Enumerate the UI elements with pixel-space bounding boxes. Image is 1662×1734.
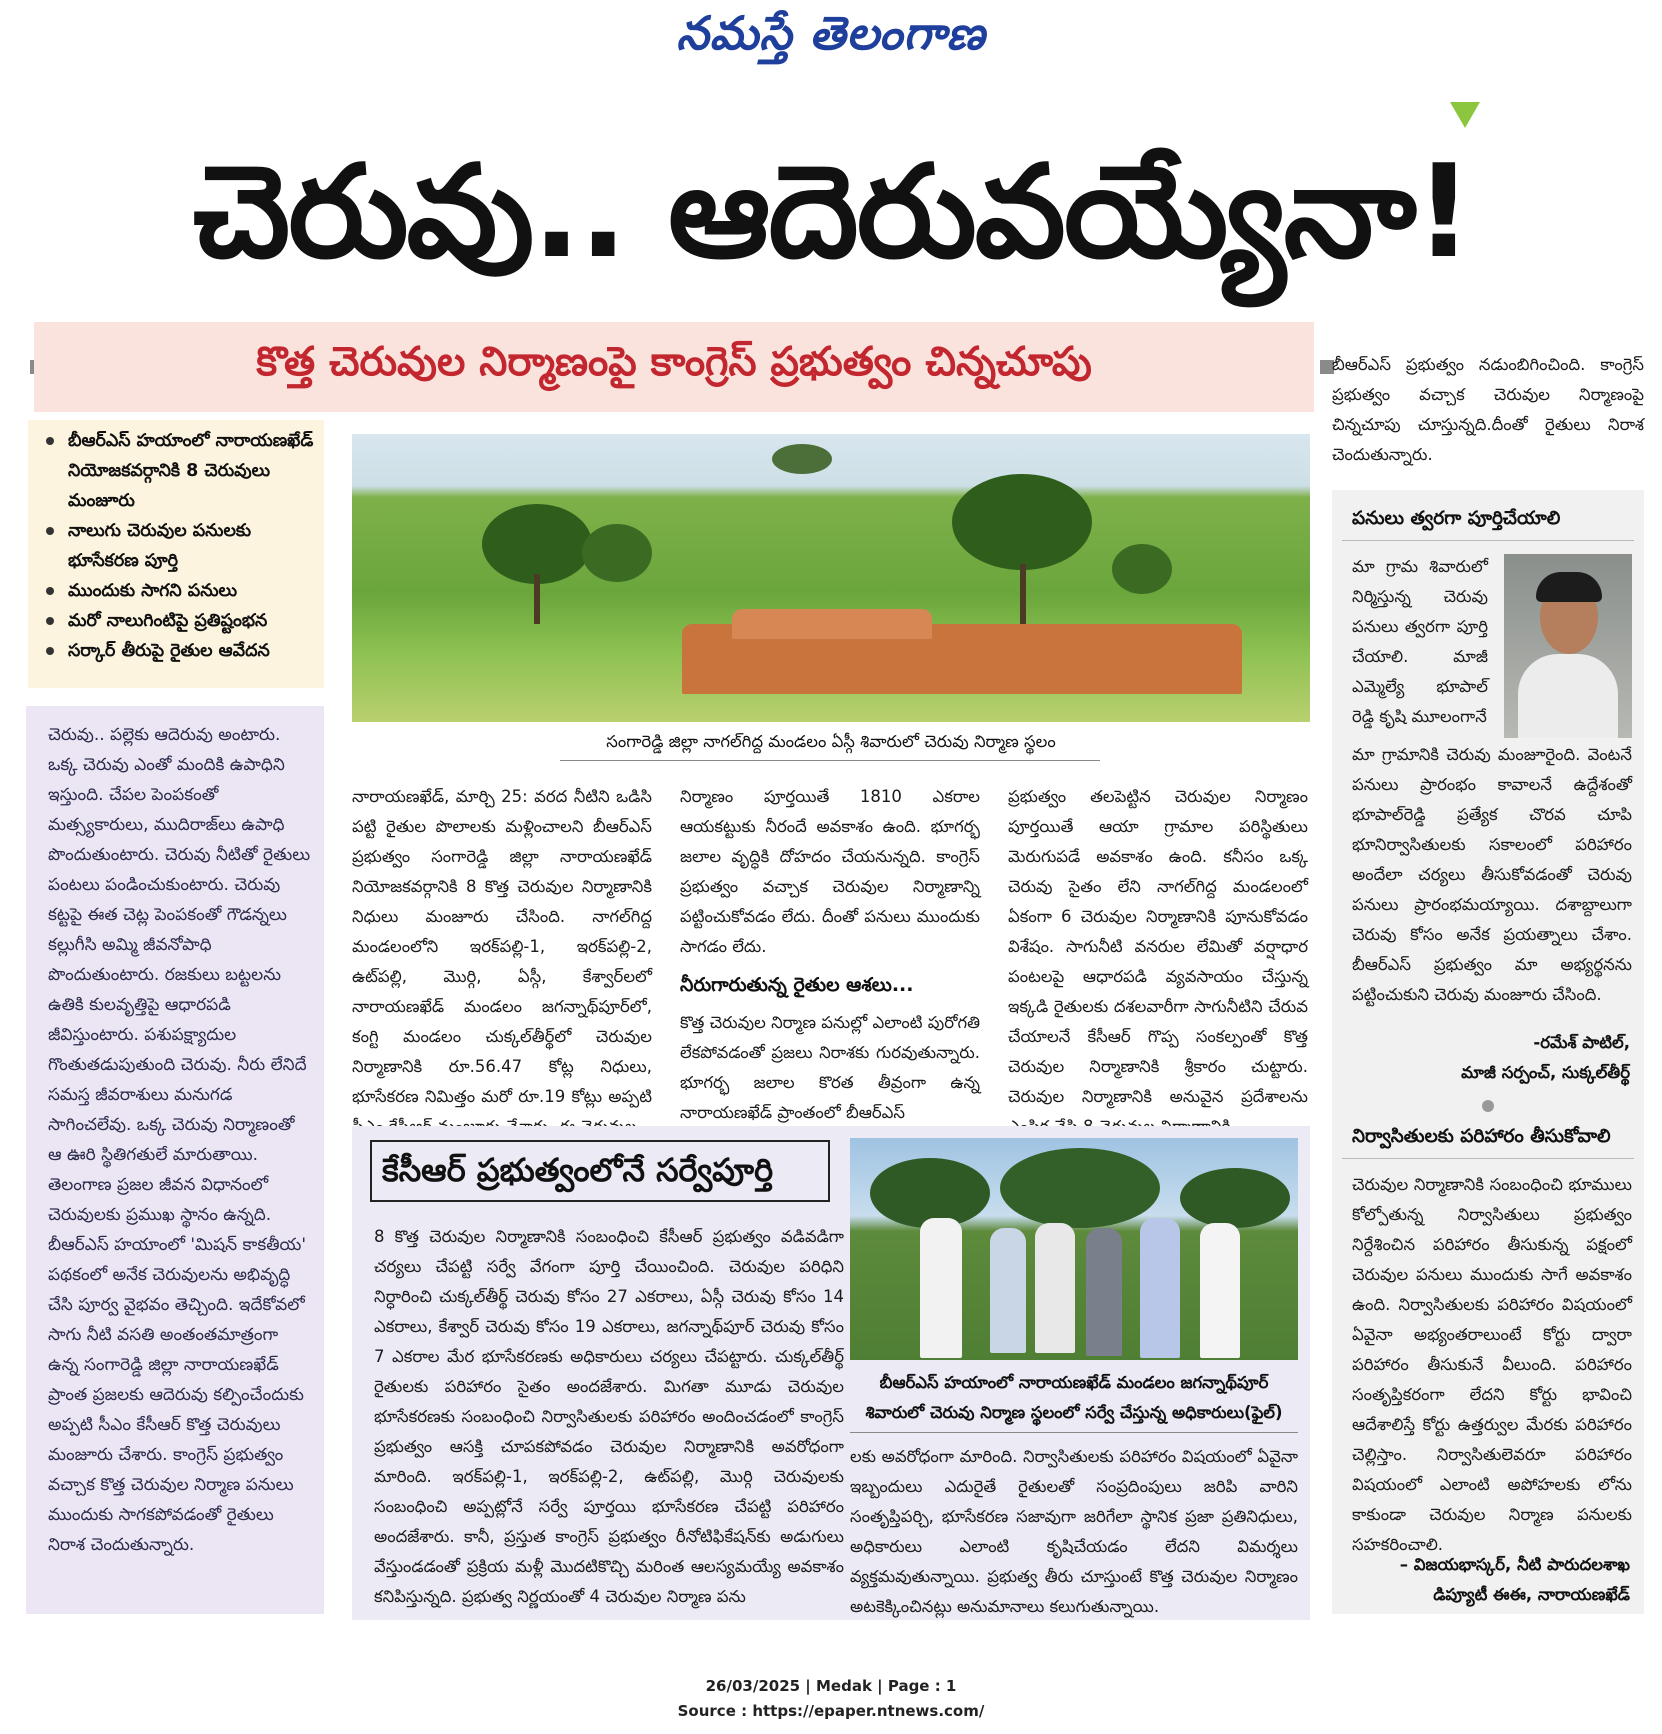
article-column-1: నారాయణఖేడ్, మార్చి 25: వరద నీటిని ఒడిసి పట్టి రైతుల పొలాలకు మళ్లించాలని బీఆర్ఎస్ ప్రభుత్వం సంగారెడ్డి జిల్లా నారాయణఖేడ్ నియోజకవర్గానికి 8 కొత్త చెరువుల నిర్మాణానికి నిధులు మంజూరు చేసింది. నాగల్‌గిద్ద మండలంలోని ఇరక్‌పల్లి-1, ఇరక్‌పల్లి-2, ఉట్‌పల్లి, మొర్గి, ఏస్గీ, కేశ్వార్‌లలో నారాయణఖేడ్ మండలం జగన్నాథ్‌పూర్‌లో, కంగ్టి మండలం చుక్కల్‌తీర్థ్‌లో చెరువుల నిర్మాణానికి రూ.56.47 కోట్ల నిధులు, భూసేకరణ నిమిత్తం మరో రూ.19 కోట్లు అప్పటి — [352, 787, 652, 1106]
quote-1-signature-name: -రమేశ్ పాటిల్, — [1533, 1033, 1630, 1052]
subheadline-banner — [34, 322, 1314, 412]
highlight-item: నాలుగు చెరువుల పనులకు భూసేకరణ పూర్తి — [38, 516, 316, 576]
article-body — [352, 782, 1310, 1122]
separator-dot — [1482, 1100, 1494, 1112]
highlight-item: బీఆర్ఎస్ హయాంలో నారాయణఖేడ్ నియోజకవర్గానికి 8 చెరువులు మంజూరు — [38, 426, 316, 516]
column-2-text-a: నిర్మాణం పూర్తయితే 1810 ఎకరాల ఆయకట్టుకు నీరందే అవకాశం ఉంది. భూగర్భ జలాల వృద్ధికి దోహదం చేయనున్నది. కాంగ్రెస్ ప్రభుత్వం వచ్చాక చెరువుల నిర్మాణాన్ని పట్టించుకోవడం లేదు. దీంతో పనులు ముందుకు సాగడం లేదు. — [680, 787, 980, 956]
quote-2-signature-name: – విజయభాస్కర్, నీటి పారుదలశాఖ — [1399, 1555, 1630, 1574]
quote-1-rule — [1342, 540, 1634, 541]
survey-photo — [850, 1138, 1298, 1360]
survey-box-title: కేసీఆర్ ప్రభుత్వంలోనే సర్వేపూర్తి — [370, 1140, 830, 1202]
quotes-box — [1332, 490, 1644, 1614]
page-footer — [0, 1674, 1662, 1724]
survey-caption-rule — [850, 1432, 1298, 1433]
quote-2-text: చెరువుల నిర్మాణానికి సంబంధించి భూములు కోల్పోతున్న నిర్వాసితులు ప్రభుత్వం నిర్దేశించిన పరిహారం తీసుకున్న పక్షంలో చెరువుల పనులు ముందుకు సాగే అవకాశం ఉంది. నిర్వాసితులకు పరిహారం విషయంలో ఏవైనా అభ్యంతరాలుంటే కోర్టు ద్వారా పరిహారం తీసుకునే వీలుంది. పరిహారం సంతృప్తికరంగా లేదని కోర్టు భావించి ఆదేశాలిస్తే కోర్టు ఉత్తర్వుల మేరకు పరిహారం చెల్లిస్తాం. నిర్వాసితులెవరూ పరిహారం విషయంలో ఎలాంటి అపోహలకు లోను కాకుండా చెరువుల నిర్మాణ పనులకు సహకరించాలి. — [1352, 1175, 1632, 1554]
right-column-top-text: బీఆర్ఎస్ ప్రభుత్వం నడుంబిగించింది. కాంగ్రెస్ ప్రభుత్వం వచ్చాక చెరువుల నిర్మాణంపై చిన్నచూపు చూస్తున్నది.దీంతో రైతులు నిరాశ చెందుతున్నారు. — [1332, 355, 1644, 464]
main-photo — [352, 434, 1310, 722]
column-2-text-b: కొత్త చెరువుల నిర్మాణ పనుల్లో ఎలాంటి పురోగతి లేకపోవడంతో ప్రజలు నిరాశకు గురవుతున్నారు. భూగర్భ జలాల కొరత తీవ్రంగా ఉన్న నారాయణఖేడ్ ప్రాంతంలో బీఆర్ఎస్ — [680, 1013, 980, 1122]
survey-box-right-text: లకు అవరోధంగా మారింది. నిర్వాసితులకు పరిహారం విషయంలో ఏవైనా ఇబ్బందులు ఎదురైతే రైతులతో సంప్రదింపులు జరిపి వారిని సంతృప్తిపర్చి, భూసేకరణ సజావుగా జరిగేలా స్థానిక ప్రజా ప్రతినిధులు, అధికారులు ఎలాంటి కృషిచేయడం లేదని విమర్శలు వ్యక్తమవుతున్నాయి. ప్రభుత్వ తీరు చూస్తుంటే కొత్త చెరువుల నిర్మాణం అటకెక్కించినట్లు అనుమానాలు కలుగుతున్నాయి. — [850, 1447, 1298, 1616]
quote-2-rule — [1342, 1158, 1634, 1159]
highlight-item: మరో నాలుగింటిపై ప్రతిష్టంభన — [38, 606, 316, 636]
quote-1-portrait — [1504, 554, 1632, 738]
headline: చెరువు.. ఆదెరువయ్యేనా! — [193, 138, 1471, 287]
intro-sidebar — [26, 706, 324, 1614]
caption-rule — [560, 760, 1100, 761]
quote-1-text-wide: మా గ్రామానికి చెరువు మంజూరైంది. వెంటనే పనులు ప్రారంభం కావాలనే ఉద్దేశంతో భూపాల్‌రెడ్డి ప్రత్యేక చొరవ చూపి భూనిర్వాసితులకు సకాలంలో పరిహారం అందేలా చర్యలు తీసుకోవడంతో చెరువు పనులు ప్రారంభమయ్యాయి. దశాబ్దాలుగా చెరువు కోసం అనేక ప్రయత్నాలు చేశాం. బీఆర్ఎస్ ప్రభుత్వం మా అభ్యర్థనను పట్టించుకుని చెరువు మంజూరు చేసింది. — [1352, 745, 1632, 1004]
newspaper-masthead: నమస్తే తెలంగాణ — [676, 6, 986, 60]
survey-box — [352, 1126, 1310, 1620]
article-column-2 — [680, 782, 980, 1128]
quote-2-signature-title: డిప్యూటీ ఈఈ, నారాయణఖేడ్ — [1433, 1585, 1630, 1604]
footer-dateline: 26/03/2025 | Medak | Page : 1 — [705, 1677, 957, 1695]
article-column-3: ప్రభుత్వం తలపెట్టిన చెరువుల నిర్మాణం పూర్తయితే ఆయా గ్రామాల పరిస్థితులు మెరుగుపడే అవకాశం ఉంది. కనీసం ఒక్క చెరువు సైతం లేని నాగల్‌గిద్ద మండలంలో ఏకంగా 6 చెరువుల నిర్మాణానికి పూనుకోవడం విశేషం. సాగునీటి వనరుల లేమితో వర్షాధార పంటలపై ఆధారపడి వ్యవసాయం చేస్తున్న ఇక్కడి రైతులకు దశలవారీగా సాగునీటిని చేరువ చేయాలనే కేసీఆర్ గొప్ప సంకల్పంతో కొత్త చెరువుల నిర్మాణానికి శ్రీకారం చుట్టారు. చెరువుల నిర్మాణానికి అనువైన ప్రదేశాలను — [1008, 787, 1308, 1106]
quote-1-signature-title: మాజీ సర్పంచ్, సుక్కల్‌తీర్థ్ — [1461, 1063, 1630, 1082]
main-photo-caption: సంగారెడ్డి జిల్లా నాగల్‌గిద్ద మండలం ఏస్గీ శివారులో చెరువు నిర్మాణ స్థలం — [606, 732, 1056, 751]
quote-1-text-narrow: మా గ్రామ శివారులో నిర్మిస్తున్న చెరువు పనులు త్వరగా పూర్తి చేయాలి. మాజీ ఎమ్మెల్యే భూపాల్ రెడ్డి కృషి మూలంగానే — [1352, 557, 1488, 726]
survey-photo-caption: బీఆర్ఎస్ హయాంలో నారాయణఖేడ్ మండలం జగన్నాథ్‌పూర్ శివారులో చెరువు నిర్మాణ స్థలంలో సర్వే చేస్తున్న అధికారులు(ఫైల్) — [865, 1373, 1283, 1422]
highlight-item: సర్కార్ తీరుపై రైతుల ఆవేదన — [38, 636, 316, 666]
quote-2-heading: నిర్వాసితులకు పరిహారం తీసుకోవాలి — [1352, 1126, 1611, 1147]
footer-source: Source : https://epaper.ntnews.com/ — [677, 1702, 985, 1720]
survey-box-text: 8 కొత్త చెరువుల నిర్మాణానికి సంబంధించి కేసీఆర్ ప్రభుత్వం వడివడిగా చర్యలు చేపట్టి సర్వే వేగంగా పూర్తి చేయించింది. చెరువుల పరిధిని నిర్ధారించి చుక్కల్‌తీర్థ్ చెరువు కోసం 27 ఎకరాలు, ఏస్గీ చెరువు కోసం 14 ఎకరాలు, కేశ్వార్ చెరువు కోసం 19 ఎకరాలు, జగన్నాథ్‌పూర్ చెరువు కోసం 7 ఎకరాల మేర భూసేకరణకు అధికారులు చర్యలు చేపట్టారు. చుక్కల్‌తీర్థ్ రైతులకు పరిహారం సైతం అందజేశారు. మిగతా మూడు చెరువుల భూసేకరణకు సంబంధించి నిర్వాసితులకు పరిహారం అందించడంలో కాంగ్రెస్ ప్రభుత్వం ఆసక్తి చూపకపోవడం చెరువుల నిర్మాణానికి అవరోధంగా మారింది. ఇరక్‌పల్లి-1, ఇరక్‌పల్లి-2, ఉట్‌పల్లి, మొర్గి చెరువులకు సంబంధించి అప్పట్లోనే సర్వే పూర్తయి భూసేకరణ చేపట్టి పరిహారం అందజేశారు. కానీ, ప్రస్తుత కాంగ్రెస్ ప్రభుత్వం రీనోటిఫికేషన్‌కు అడుగులు వేస్తుండడంతో ప్రక్రియ మళ్లీ మొదటికొచ్చి మరింత ఆలస్యమయ్యే అవకాశం కనిపిస్తున్నది. ప్రభుత్వ నిర్ణయంతో 4 చెరువుల నిర్మాణ పను — [374, 1227, 844, 1606]
quote-1-heading: పనులు త్వరగా పూర్తిచేయాలి — [1352, 508, 1561, 529]
highlight-item: ముందుకు సాగని పనులు — [38, 576, 316, 606]
subheadline: కొత్త చెరువుల నిర్మాణంపై కాంగ్రెస్ ప్రభుత్వం చిన్నచూపు — [256, 339, 1092, 385]
highlights-box — [28, 420, 324, 688]
intro-text: చెరువు.. పల్లెకు ఆదెరువు అంటారు. ఒక్క చెరువు ఎంతో మందికి ఉపాధిని ఇస్తుంది. చేపల పెంపకంతో మత్స్యకారులు, ముదిరాజ్‌లు ఉపాధి పొందుతుంటారు. చెరువు నీటితో రైతులు పంటలు పండించుకుంటారు. చెరువు కట్టపై ఈత చెట్ల పెంపకంతో గౌడన్నలు కల్లుగీసి అమ్మి జీవనోపాధి పొందుతుంటారు. రజకులు బట్టలను ఉతికి కులవృత్తిపై ఆధారపడి జీవిస్తుంటారు. పశుపక్ష్యాదుల గొంతుతడుపుతుంది చెరువు. నీరు లేనిదే సమస్త జీవరాశులు మనుగడ సాగించలేవు. ఒక్క చెరువు నిర్మాణంతో ఆ ఊరి స్థితిగతులే మారుతాయి. తెలంగాణ ప్రజల జీవన విధానంలో చెరువులకు ప్రముఖ స్థానం ఉన్నది. బీఆర్ఎస్ హయాంలో 'మిషన్ కాకతీయ' పథకంలో అనేక చెరువులను అభివృద్ధి చేసి పూర్వ వైభవం తెచ్చింది. ఇదేకోవలో సాగు నీటి వసతి అంతంతమాత్రంగా ఉన్న సంగారెడ్డి జిల్లా నారాయణఖేడ్ ప్రాంత ప్రజలకు ఆదెరువు కల్పించేందుకు అప్పటి సీఎం కేసీఆర్ కొత్త చెరువులు మంజూరు చేశారు. కాంగ్రెస్ ప్రభుత్వం వచ్చాక కొత్త చెరువుల నిర్మాణ పనులు ముందుకు సాగకపోవడంతో రైతులు నిరాశ చెందుతున్నారు. — [48, 725, 311, 1555]
column-2-subhead: నీరుగారుతున్న రైతుల ఆశలు... — [680, 974, 914, 996]
